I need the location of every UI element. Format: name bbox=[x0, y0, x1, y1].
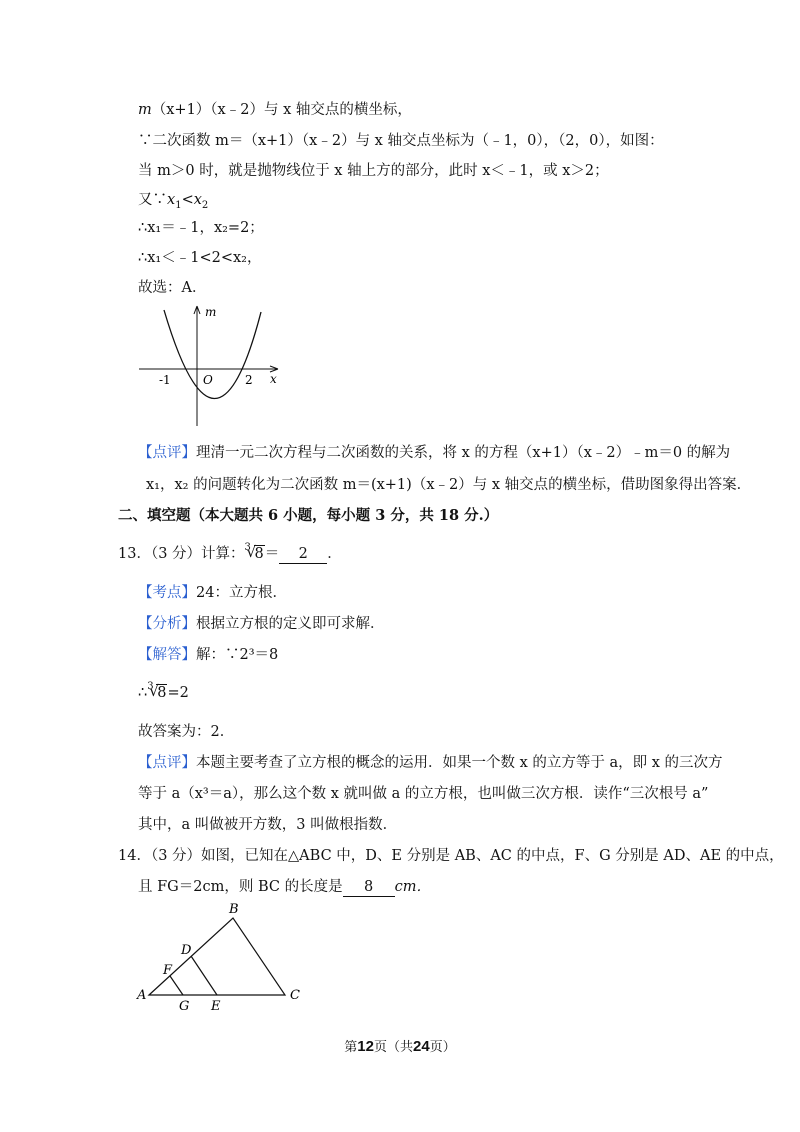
therefore: ∴ bbox=[138, 685, 148, 701]
solution-line-5: ∴x₁＝﹣1，x₂=2； bbox=[138, 220, 264, 236]
label-b: B bbox=[229, 902, 239, 917]
solution-tag: 【解答】 bbox=[138, 647, 196, 663]
review-line-2: x₁，x₂ 的问题转化为二次函数 m＝(x+1)（x﹣2）与 x 轴交点的横坐标，借助图象得出答案． bbox=[146, 477, 752, 493]
root-index: 3 bbox=[244, 542, 251, 553]
q13-review-3: 其中，a 叫做被开方数，3 叫做根指数． bbox=[138, 817, 398, 833]
point-tag: 【考点】 bbox=[138, 585, 196, 601]
text: 24：立方根． bbox=[196, 585, 287, 601]
page-number: 12 bbox=[357, 1038, 374, 1055]
q13-final: 故答案为：2． bbox=[138, 724, 235, 740]
footer-text: 页） bbox=[429, 1040, 456, 1055]
unit: cm． bbox=[394, 879, 431, 895]
solution-line-4: 又$\because x_1<x_2$ bbox=[138, 192, 209, 211]
segment-fg bbox=[170, 976, 183, 995]
segment-de bbox=[191, 956, 217, 995]
question-14-line-1: 14．（3 分）如图，已知在△ABC 中，D、E 分别是 AB、AC 的中点，F、G 分别是 AD、AE 的中点， bbox=[118, 848, 784, 864]
question-14-line-2 bbox=[138, 877, 431, 897]
q14-answer: 8 bbox=[343, 879, 395, 897]
text: 本题主要考查了立方根的概念的运用．如果一个数 x 的立方等于 a，即 x 的三次方 bbox=[196, 755, 723, 771]
solution-line-7: 故选：A． bbox=[138, 280, 207, 296]
solution-line-6: ∴x₁＜﹣1<2<x₂， bbox=[138, 250, 262, 266]
cube-root bbox=[147, 683, 167, 703]
text: 理清一元二次方程与二次函数的关系，将 x 的方程（x+1）（x﹣2）﹣m＝0 的解为 bbox=[196, 445, 731, 461]
label-a: A bbox=[137, 988, 147, 1003]
text: =2 bbox=[167, 685, 189, 701]
q13-result bbox=[138, 683, 189, 703]
solution-line-2: ∵二次函数 m＝（x+1）（x﹣2）与 x 轴交点坐标为（﹣1，0），（2，0），如图： bbox=[138, 133, 664, 149]
root-index: 3 bbox=[147, 681, 154, 692]
text: 又∵ bbox=[138, 192, 167, 208]
triangle-figure bbox=[135, 900, 315, 1015]
period: ． bbox=[327, 546, 342, 562]
text: 解：∵2³＝8 bbox=[196, 647, 279, 663]
analysis-tag: 【分析】 bbox=[138, 616, 196, 632]
q13-solution bbox=[138, 645, 278, 665]
x-label: x bbox=[270, 372, 277, 386]
q13-review-2: 等于 a（x³＝a），那么这个数 x 就叫做 a 的立方根，也叫做三次方根．读作“三次根号 a” bbox=[138, 786, 709, 802]
cube-root bbox=[245, 544, 265, 564]
origin-label: O bbox=[203, 373, 213, 387]
triangle-abc bbox=[149, 918, 285, 995]
text: 根据立方根的定义即可求解． bbox=[196, 616, 385, 632]
radicand: √ 8 bbox=[254, 545, 265, 562]
q13-review-1 bbox=[138, 753, 723, 773]
question-13 bbox=[118, 544, 342, 564]
solution-line-3: 当 m＞0 时，就是抛物线位于 x 轴上方的部分，此时 x＜﹣1，或 x＞2； bbox=[138, 163, 609, 179]
label-e: E bbox=[211, 999, 221, 1014]
page-footer bbox=[0, 1036, 800, 1055]
solution-line-1: m（x+1）（x﹣2）与 x 轴交点的横坐标， bbox=[138, 102, 412, 118]
label-c: C bbox=[290, 988, 300, 1003]
label-d: D bbox=[181, 943, 192, 958]
text: 且 FG＝2cm，则 BC 的长度是 bbox=[138, 879, 343, 895]
review-tag: 【点评】 bbox=[138, 445, 196, 461]
equals: ＝ bbox=[264, 546, 280, 562]
q13-point bbox=[138, 583, 287, 603]
total-pages: 24 bbox=[413, 1038, 430, 1055]
text: （x+1）（x﹣2）与 x 轴交点的横坐标， bbox=[151, 102, 412, 118]
radicand: √ 8 bbox=[156, 684, 167, 701]
label-f: F bbox=[163, 963, 173, 978]
section-title: 二、填空题（本大题共 6 小题，每小题 3 分，共 18 分.） bbox=[118, 507, 499, 524]
two-label: 2 bbox=[245, 373, 253, 387]
q13-prefix: 13．（3 分）计算： bbox=[118, 546, 245, 562]
review-line-1 bbox=[138, 443, 730, 463]
parabola-graph bbox=[135, 300, 285, 430]
q13-analysis bbox=[138, 614, 385, 634]
review-tag: 【点评】 bbox=[138, 755, 196, 771]
label-g: G bbox=[179, 999, 190, 1014]
q13-answer: 2 bbox=[279, 546, 327, 564]
footer-text: 第 bbox=[344, 1040, 358, 1055]
footer-text: 页（共 bbox=[373, 1040, 413, 1055]
neg1-label: -1 bbox=[159, 373, 171, 387]
m-label: m bbox=[205, 305, 217, 319]
